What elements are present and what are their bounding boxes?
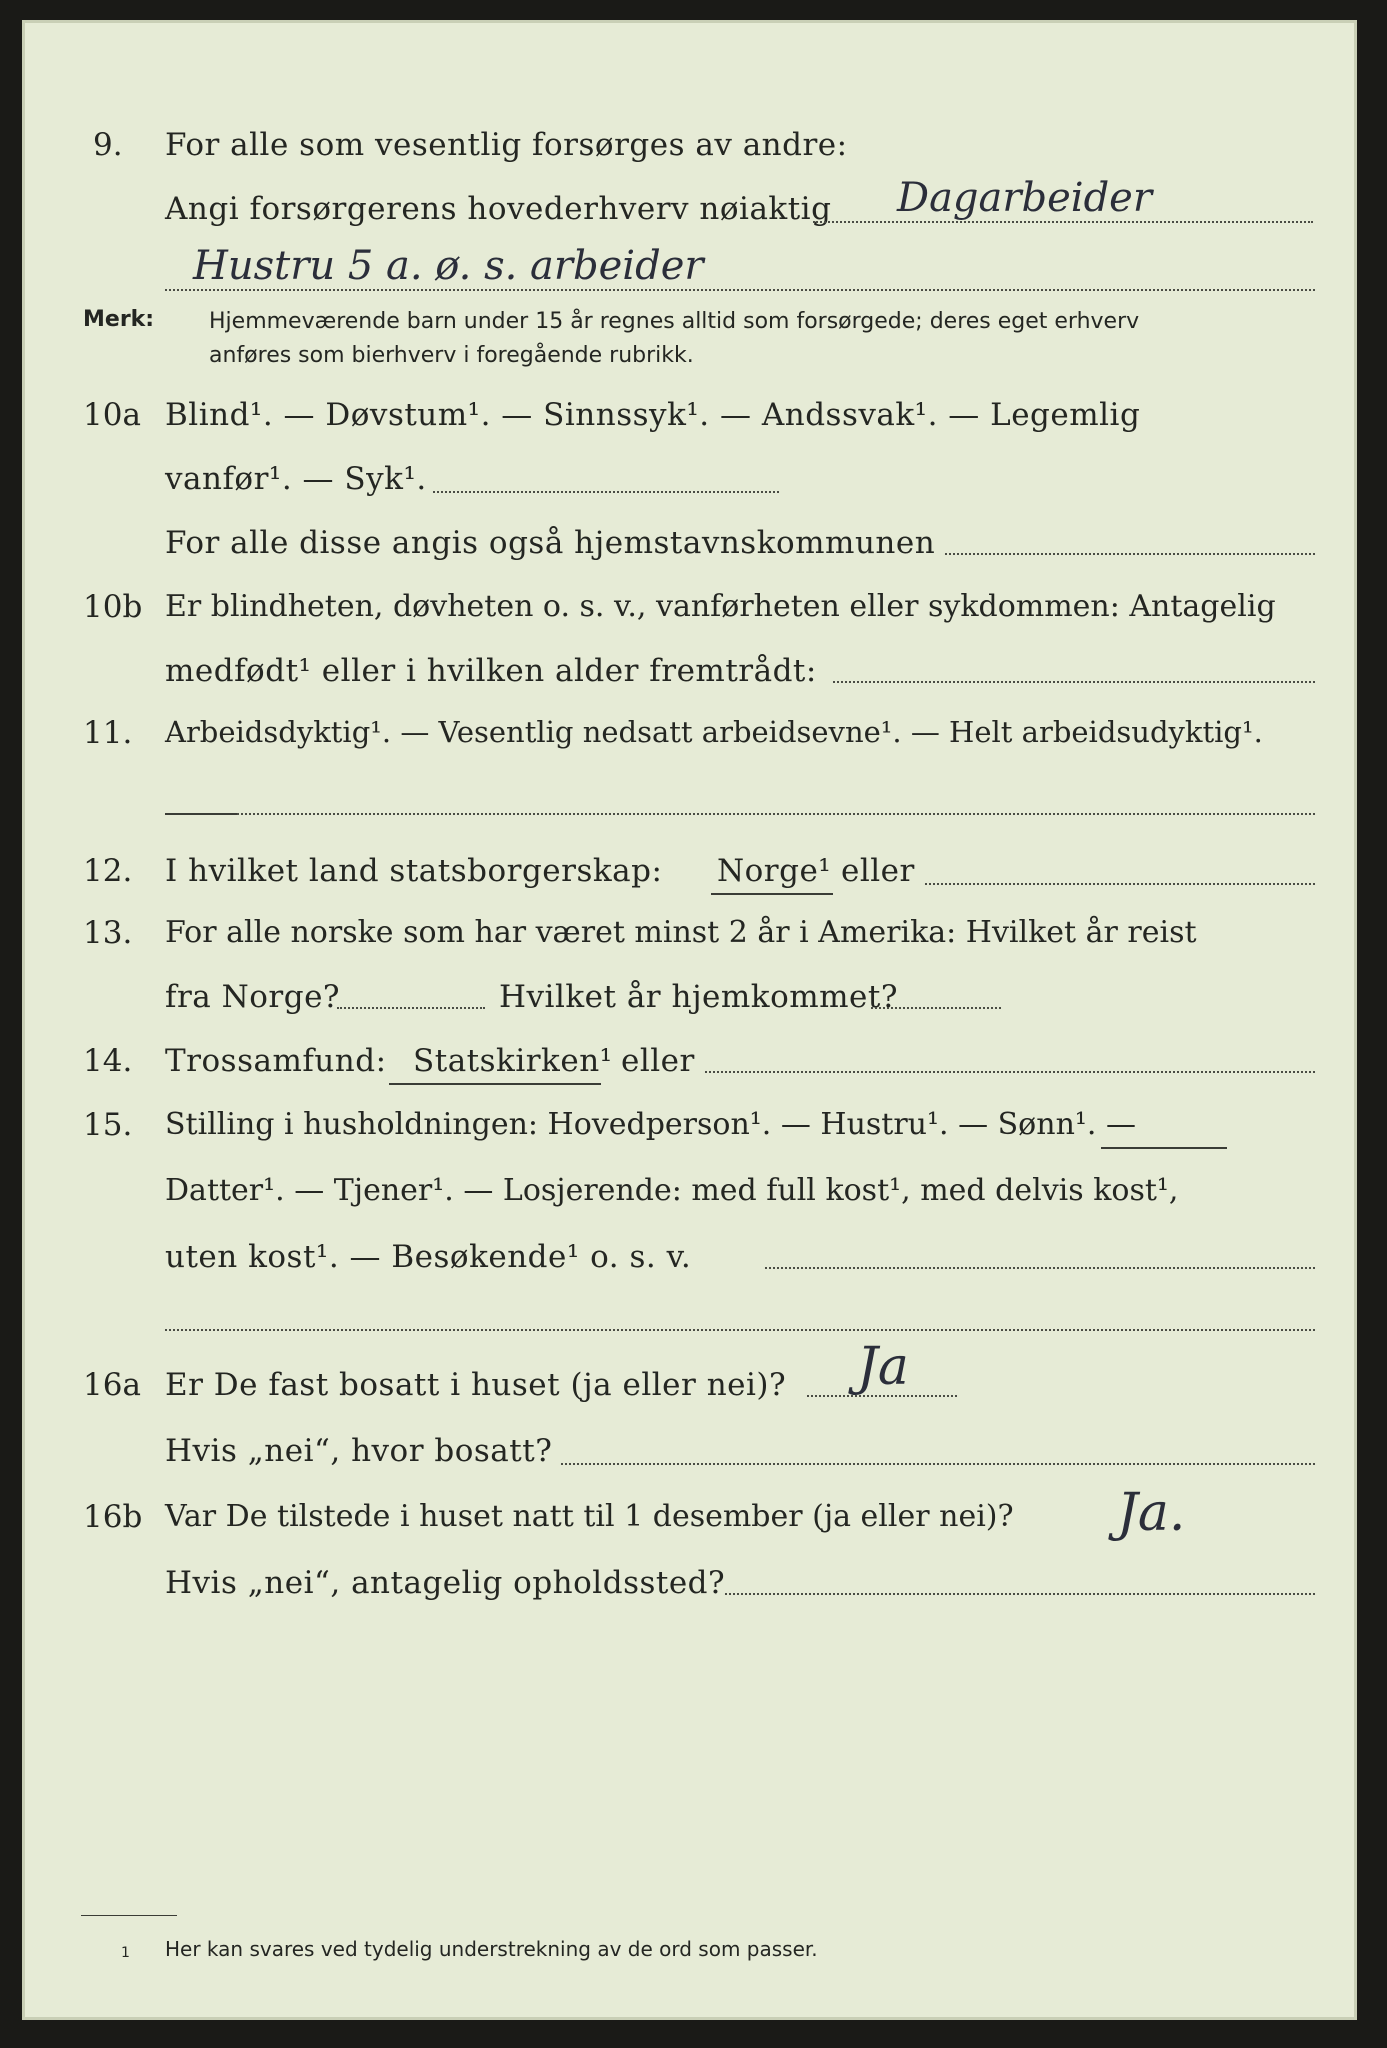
q9-number: 9. [93,127,123,163]
q13-reist-line [337,1007,485,1009]
q11-number: 11. [83,715,133,751]
q14-statskirken-underline [389,1083,601,1085]
q11-underline [165,813,237,815]
footnote-separator [81,1915,177,1916]
q16b-line2: Hvis „nei“, antagelig opholdssted? [165,1565,726,1601]
q10b-line2: medfødt¹ eller i hvilken alder fremtrådt: [165,653,817,689]
q9-handwritten-answer2: Hustru 5 a. ø. s. arbeider [193,243,704,289]
q10a-line3: For alle disse angis også hjemstavnskommunen [165,525,936,561]
q15-number: 15. [83,1107,133,1143]
q10a-line1: Blind¹. — Døvstum¹. — Sinnssyk¹. — Andssvak¹. — Legemlig [165,397,1141,433]
q13-line2b: Hvilket år hjemkommet? [499,979,898,1015]
q14-number: 14. [83,1043,133,1079]
q13-line1: For alle norske som har været minst 2 år i Amerika: Hvilket år reist [165,915,1197,950]
q9-handwritten-answer1: Dagarbeider [897,175,1152,221]
q15-answer-line2 [165,1329,1315,1331]
q16a-handwritten-answer: Ja [857,1337,909,1397]
q13-line2a: fra Norge? [165,979,341,1015]
q10a-syk-line [433,491,779,493]
q16b-line1: Var De tilstede i huset natt til 1 desember (ja eller nei)? [165,1499,1014,1534]
q12-answer-line [925,883,1315,885]
q16a-bosatt-line [561,1463,1315,1465]
q15-line1: Stilling i husholdningen: Hovedperson¹. — Hustru¹. — Sønn¹. — [165,1107,1136,1142]
q9-line1: For alle som vesentlig forsørges av andre: [165,127,848,163]
footnote-text: Her kan svares ved tydelig understrekning av de ord som passer. [165,1937,818,1961]
q11-line1: Arbeidsdyktig¹. — Vesentlig nedsatt arbeidsevne¹. — Helt arbeidsudyktig¹. [165,715,1263,749]
q10b-line1: Er blindheten, døvheten o. s. v., vanførheten eller sykdommen: Antagelig [165,589,1276,624]
q10a-hjemstavn-line [945,553,1315,555]
q10b-number: 10b [83,589,143,625]
q12-norge-underline [711,893,833,895]
q16b-handwritten-answer: Ja. [1117,1483,1186,1543]
footnote-mark: 1 [121,1945,130,1961]
merk-line1: Hjemmeværende barn under 15 år regnes alltid som forsørgede; deres eget erhverv [209,309,1140,334]
q16a-number: 16a [83,1367,141,1403]
q9-line2: Angi forsørgerens hovederhverv nøiaktig [165,191,832,227]
q13-hjemkommet-line [871,1007,1001,1009]
q10b-alder-line [833,681,1315,683]
q12-norge: Norge¹ [717,853,832,889]
q12-number: 12. [83,853,133,889]
q9-answer-line2 [165,289,1315,291]
q14-label: Trossamfund: [165,1043,387,1079]
q15-line3: uten kost¹. — Besøkende¹ o. s. v. [165,1239,692,1275]
q12-line1: I hvilket land statsborgerskap: [165,853,663,889]
merk-label: Merk: [83,307,155,332]
q14-answer-line [705,1071,1315,1073]
q16b-number: 16b [83,1499,143,1535]
q15-sonn-underline [1101,1147,1227,1149]
q10a-number: 10a [83,397,141,433]
q9-answer-line [813,221,1313,223]
q14-eller: eller [621,1043,695,1079]
q10a-line2: vanfør¹. — Syk¹. [165,461,427,497]
q16a-line2: Hvis „nei“, hvor bosatt? [165,1433,553,1469]
q16b-opholdssted-line [725,1593,1315,1595]
census-form-page [22,20,1357,2020]
merk-line2: anføres som bierhverv i foregående rubrikk. [209,343,694,368]
q16a-line1: Er De fast bosatt i huset (ja eller nei)? [165,1367,787,1403]
q15-answer-line [765,1267,1315,1269]
q13-number: 13. [83,915,133,951]
q12-eller: eller [841,853,915,889]
q14-statskirken: Statskirken¹ [413,1043,613,1079]
q15-line2: Datter¹. — Tjener¹. — Losjerende: med full kost¹, med delvis kost¹, [165,1173,1179,1208]
q11-answer-line [237,813,1315,815]
